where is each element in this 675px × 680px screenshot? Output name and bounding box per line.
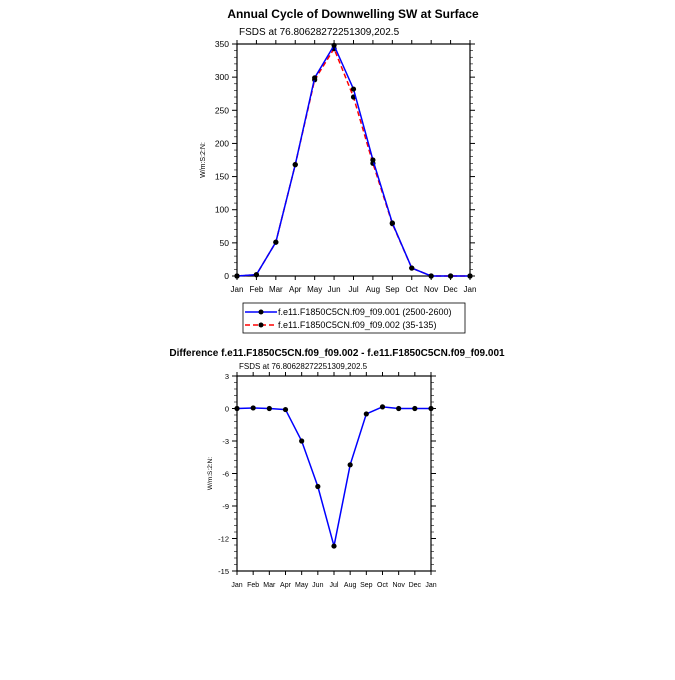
y-tick-label: 0 <box>224 271 229 281</box>
data-point <box>331 43 336 48</box>
data-point <box>364 411 369 416</box>
data-point <box>412 406 417 411</box>
x-tick-label: Feb <box>247 582 260 589</box>
y-tick-label: -6 <box>222 469 229 479</box>
x-tick-label: Mar <box>263 582 276 589</box>
legend-label: f.e11.F1850C5CN.f09_f09.001 (2500-2600) <box>278 307 452 317</box>
x-tick-label: Apr <box>289 285 302 294</box>
data-point <box>273 240 278 245</box>
data-point <box>331 543 336 548</box>
data-point <box>312 75 317 80</box>
data-point <box>234 406 239 411</box>
data-point <box>370 157 375 162</box>
x-tick-label: Oct <box>377 582 388 589</box>
data-point <box>409 265 414 270</box>
x-tick-label: May <box>307 285 323 294</box>
x-tick-label: Jan <box>463 285 477 294</box>
y-tick-label: 0 <box>224 404 229 414</box>
data-point <box>380 404 385 409</box>
legend-label: f.e11.F1850C5CN.f09_f09.002 (35-135) <box>278 320 437 330</box>
x-tick-label: Sep <box>385 285 400 294</box>
x-tick-label: Dec <box>408 582 422 589</box>
y-tick-label: 150 <box>214 171 229 182</box>
plot-frame <box>237 44 470 276</box>
x-tick-label: Jan <box>231 582 243 589</box>
y-tick-label: 50 <box>219 237 229 248</box>
x-tick-label: Aug <box>365 285 381 294</box>
chart-subtitle: FSDS at 76.80628272251309,202.5 <box>239 27 400 38</box>
plot-frame <box>237 376 431 571</box>
chart-title: Annual Cycle of Downwelling SW at Surface <box>227 7 479 21</box>
data-point <box>390 220 395 225</box>
y-tick-label: 350 <box>214 39 229 49</box>
x-tick-label: Jul <box>348 285 359 294</box>
x-tick-label: Jul <box>329 582 339 589</box>
y-tick-label: 3 <box>224 372 229 381</box>
data-point <box>315 484 320 489</box>
data-point <box>293 162 298 167</box>
x-tick-label: Jun <box>312 582 324 589</box>
x-tick-label: Jun <box>327 285 341 294</box>
y-tick-label: 250 <box>214 105 229 116</box>
data-point <box>234 273 239 278</box>
x-tick-label: Aug <box>343 582 357 589</box>
data-point <box>448 273 453 278</box>
x-tick-label: May <box>295 582 309 589</box>
data-point <box>396 406 401 411</box>
x-tick-label: Mar <box>268 285 283 294</box>
data-point <box>267 406 272 411</box>
chart-title: Difference f.e11.F1850C5CN.f09_f09.002 - f.e11.F1850C5CN.f09_f09.001 <box>169 348 505 359</box>
series-line-0 <box>237 407 431 546</box>
y-tick-label: -9 <box>222 502 229 511</box>
x-tick-label: Jan <box>230 285 244 294</box>
data-point <box>351 86 356 91</box>
legend-marker <box>259 310 264 315</box>
data-point <box>299 438 304 443</box>
y-tick-label: -15 <box>218 567 229 576</box>
chart-subtitle: FSDS at 76.80628272251309,202.5 <box>239 362 368 371</box>
x-tick-label: Nov <box>424 285 439 294</box>
y-axis-label: W/m:S:2:N: <box>207 456 214 491</box>
data-point <box>428 406 433 411</box>
series-line-0 <box>237 45 470 276</box>
series-line-1 <box>237 49 470 276</box>
y-tick-label: 300 <box>214 72 229 83</box>
x-tick-label: Nov <box>392 582 405 589</box>
y-tick-label: -3 <box>222 437 229 446</box>
data-point <box>467 273 472 278</box>
data-point <box>283 407 288 412</box>
x-tick-label: Apr <box>280 582 291 589</box>
x-tick-label: Jan <box>425 582 437 589</box>
data-point <box>251 405 256 410</box>
x-tick-label: Oct <box>405 285 418 294</box>
legend-marker <box>259 323 264 328</box>
y-tick-label: -12 <box>218 534 229 544</box>
x-tick-label: Feb <box>249 285 264 294</box>
y-tick-label: 100 <box>214 204 229 215</box>
data-point <box>348 462 353 467</box>
y-axis-label: W/m:S:2:N: <box>200 142 207 178</box>
y-tick-label: 200 <box>214 138 229 149</box>
x-tick-label: Dec <box>443 285 458 294</box>
data-point <box>429 273 434 278</box>
x-tick-label: Sep <box>360 582 373 589</box>
data-point <box>254 272 259 277</box>
